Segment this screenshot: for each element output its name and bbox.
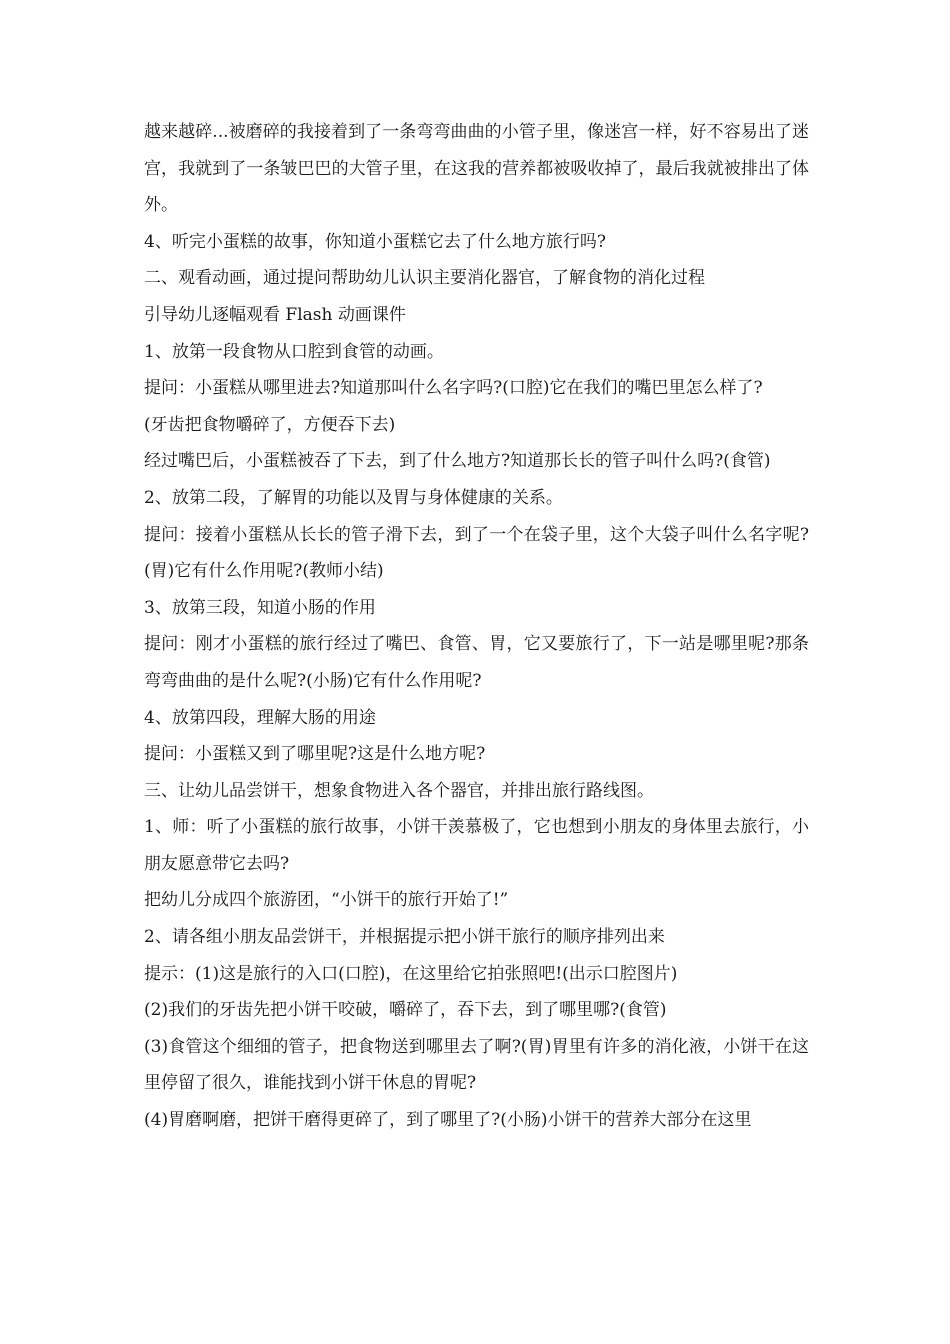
paragraph: 引导幼儿逐幅观看 Flash 动画课件 [144, 304, 406, 325]
paragraph: 提问：小蛋糕又到了哪里呢?这是什么地方呢? [144, 744, 486, 765]
paragraph: 提问：小蛋糕从哪里进去?知道那叫什么名字吗?(口腔)它在我们的嘴巴里怎么样了? [144, 378, 763, 399]
paragraph: 把幼儿分成四个旅游团，“小饼干的旅行开始了!” [144, 890, 509, 911]
paragraph: (3)食管这个细细的管子，把食物送到哪里去了啊?(胃)胃里有许多的消化液，小饼干在这里停留了很久，谁能找到小饼干休息的胃呢? [144, 1036, 809, 1094]
paragraph: 2、放第二段，了解胃的功能以及胃与身体健康的关系。 [144, 487, 563, 508]
paragraph: (牙齿把食物嚼碎了，方便吞下去) [144, 414, 396, 435]
paragraph: 越来越碎...被磨碎的我接着到了一条弯弯曲曲的小管子里，像迷宫一样，好不容易出了迷宫，我就到了一条皱巴巴的大管子里，在这我的营养都被吸收掉了，最后我就被排出了体外。 [144, 122, 809, 216]
paragraph: 提示：(1)这是旅行的入口(口腔)，在这里给它拍张照吧!(出示口腔图片) [144, 963, 678, 984]
paragraph: 3、放第三段，知道小肠的作用 [144, 597, 376, 618]
paragraph: 提问：刚才小蛋糕的旅行经过了嘴巴、食管、胃，它又要旅行了，下一站是哪里呢?那条弯弯曲曲的是什么呢?(小肠)它有什么作用呢? [144, 634, 809, 691]
paragraph: 1、师：听了小蛋糕的旅行故事，小饼干羡慕极了，它也想到小朋友的身体里去旅行，小朋友愿意带它去吗? [144, 817, 809, 874]
paragraph: 4、听完小蛋糕的故事，你知道小蛋糕它去了什么地方旅行吗? [144, 231, 606, 252]
document-page [144, 114, 809, 1139]
paragraph: 4、放第四段，理解大肠的用途 [144, 707, 376, 728]
section-heading: 三、让幼儿品尝饼干，想象食物进入各个器官，并排出旅行路线图。 [144, 780, 654, 801]
paragraph: 2、请各组小朋友品尝饼干，并根据提示把小饼干旅行的顺序排列出来 [144, 927, 665, 948]
paragraph: 1、放第一段食物从口腔到食管的动画。 [144, 341, 444, 362]
paragraph: (4)胃磨啊磨，把饼干磨得更碎了，到了哪里了?(小肠)小饼干的营养大部分在这里 [144, 1110, 752, 1131]
paragraph: 经过嘴巴后，小蛋糕被吞了下去，到了什么地方?知道那长长的管子叫什么吗?(食管) [144, 451, 771, 472]
paragraph: (2)我们的牙齿先把小饼干咬破，嚼碎了，吞下去，到了哪里哪?(食管) [144, 1000, 667, 1021]
paragraph: 提问：接着小蛋糕从长长的管子滑下去，到了一个在袋子里，这个大袋子叫什么名字呢?(胃)它有什么作用呢?(教师小结) [144, 524, 809, 582]
section-heading: 二、观看动画，通过提问帮助幼儿认识主要消化器官，了解食物的消化过程 [144, 268, 705, 289]
